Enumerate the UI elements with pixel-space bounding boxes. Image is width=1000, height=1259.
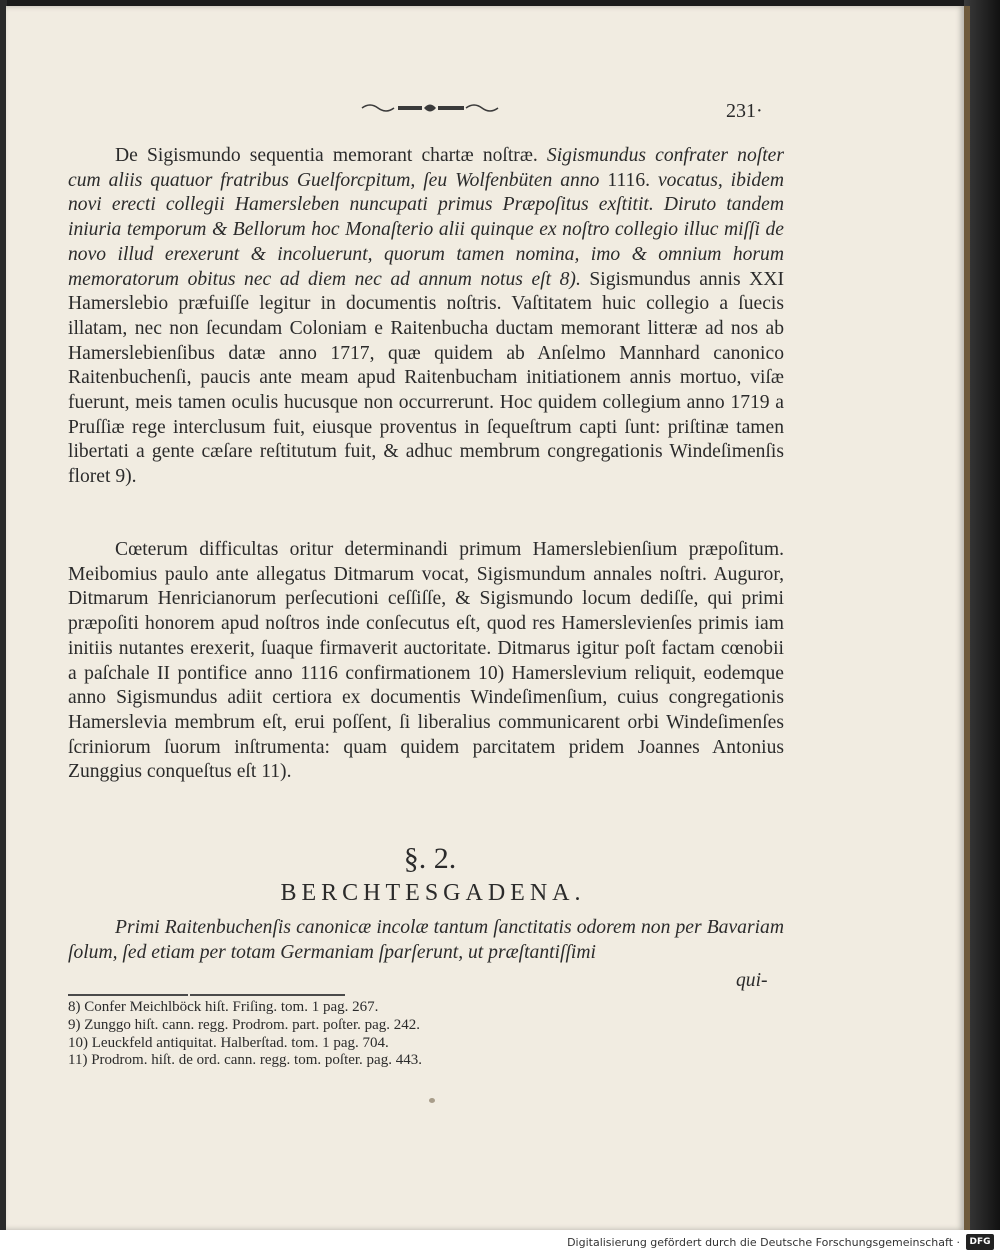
text-run-italic: Primi Raitenbuchenſis canonicæ incolæ tantum ſanctitatis odorem non per Bavariam ſolum, ſed etiam per totam Germaniam ſparſerunt, ut præſtantiſſimi bbox=[68, 917, 784, 963]
text-run: De Sigismundo sequentia memorant chartæ noſtræ. bbox=[115, 145, 547, 166]
text-run-italic: vocatus, ibidem novi erecti collegii Hamersleben nuncupati primus Præpoſitus exſtitit. Diruto tandem iniuria temporum & Bellorum hoc Monaſterio alii quinque ex noſtro collegio illuc miſſi de novo illud erexerunt & incoluerunt, quorum tamen nomina, imo & omnium horum memoratorum obitus nec ad diem nec ad annum notus eſt 8). bbox=[68, 169, 785, 290]
catchword: qui- bbox=[736, 970, 768, 991]
footnote-rule bbox=[68, 994, 188, 996]
footnote-rule bbox=[190, 994, 345, 996]
page-number: 231· bbox=[726, 100, 763, 122]
footnotes bbox=[68, 999, 768, 1070]
paragraph-berchtesgadena bbox=[68, 916, 784, 965]
dfg-logo: DFG bbox=[966, 1234, 994, 1250]
footnote: 11) Prodrom. hiſt. de ord. cann. regg. tom. poſter. pag. 443. bbox=[68, 1052, 422, 1069]
funding-credit: Digitalisierung gefördert durch die Deutsche Forschungsgemeinschaft · bbox=[567, 1236, 960, 1249]
paragraph-sigismundus bbox=[68, 144, 784, 490]
footnote: 8) Confer Meichlböck hiſt. Friſing. tom. 1 pag. 267. bbox=[68, 999, 379, 1015]
footnote: 10) Leuckfeld antiquitat. Halberſtad. tom. 1 pag. 704. bbox=[68, 1034, 389, 1051]
paper-speck bbox=[429, 1098, 435, 1103]
header-ornament-icon bbox=[360, 100, 500, 116]
section-title: BERCHTESGADENA. bbox=[280, 880, 586, 906]
text-run-italic: Sigismundus confrater noſter cum aliis quatuor fratribus Guelforcpitum, ſeu Wolfenbüten anno bbox=[68, 145, 784, 191]
book-edge bbox=[964, 6, 970, 1232]
paragraph-difficultas: Cœterum difficultas oritur determinandi primum Hamerslebienſium præpoſitum. Meibomius paulo ante allegatus Ditmarum vocat, Sigismundum annales noſtri. Auguror, Ditmarum Henricianorum perſecutioni ceſſiſſe, & Sigismundo locum dediſſe, qui primi præpoſiti honorem apud noſtros inde conſecutus eſt, quod res Hamerslevienſes primis iam initiis nutantes erexerit, ſuaque firmaverit auctoritate. Ditmarus igitur poſt factam cœnobii a paſchale II pontifice anno 1116 confirmationem 10) Hamerslevium reliquit, eodemque anno Sigismundus adiit certiora ex documentis Windeſimenſium, cuius congregationis Hamerslevia membrum eſt, erui poſſent, ſi liberalius communicarent orbi Windeſimenſes ſcriniorum ſuorum inſtrumenta: quam quidem parcitatem pridem Joannes Antonius Zunggius conqueſtus eſt 11). bbox=[68, 539, 784, 783]
text-run: 1116. bbox=[607, 169, 658, 191]
text-run: Sigismundus annis XXI Hamerslebio præfuiſſe legitur in documentis noſtris. Vaſtitatem huic collegio a ſuecis illatam, nec non ſecundam Coloniam e Raitenbucha ductam memorant litteræ ad nos ab Hamerslebienſibus datæ anno 1717, quæ quidem ab Anſelmo Mannhard canonico Raitenbuchenſi, paucis ante meam apud Raitenbucham initiationem annis mortuo, viſæ fuerunt, meis tamen oculis hucusque non occurrerunt. Hoc quidem collegium anno 1719 a Pruſſiæ rege interclusum fuit, eiusque proventus in ſequeſtrum capti ſunt: priſtinæ tamen libertati a gente cæſare reſtitutum fuit, & adhuc membrum congregationis Windeſimenſis floret 9). bbox=[68, 268, 784, 488]
footnote: 9) Zunggo hiſt. cann. regg. Prodrom. part. poſter. pag. 242. bbox=[68, 1016, 421, 1033]
section-mark: §. 2. bbox=[403, 842, 457, 875]
